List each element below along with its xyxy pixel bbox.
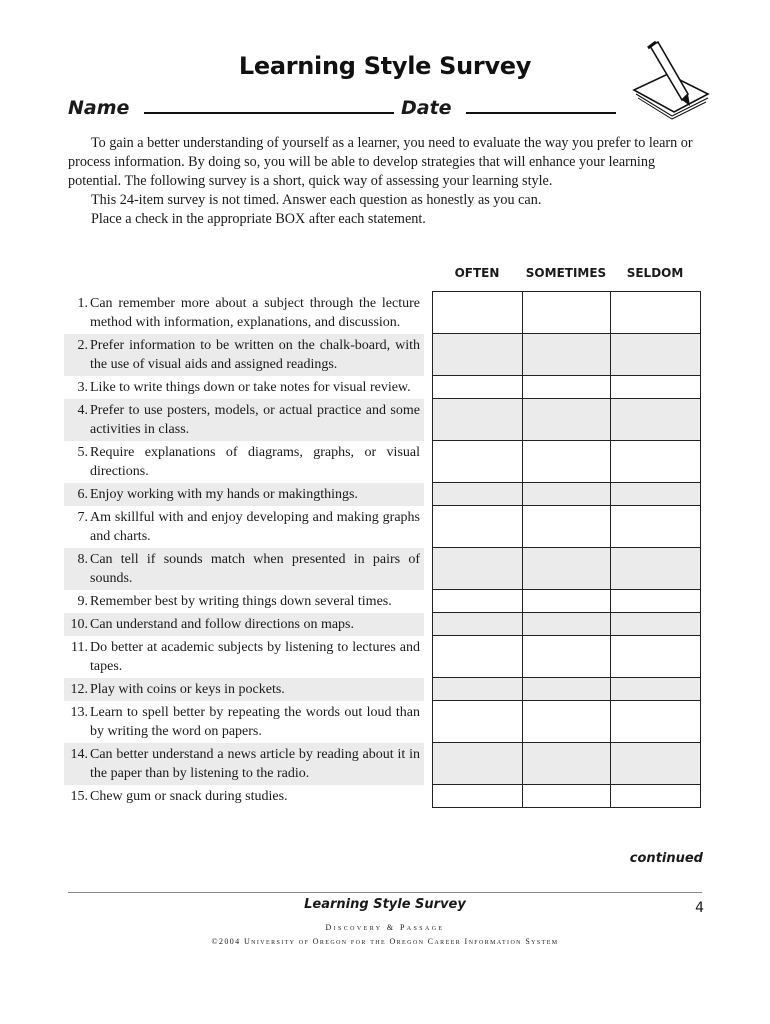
response-row-7 [433,506,701,548]
survey-item-14 [64,743,424,785]
date-blank-line[interactable] [466,94,616,114]
survey-item-number: 4. [77,403,88,418]
survey-item-number: 2. [77,338,88,353]
survey-item-4 [64,399,424,441]
survey-item-text: Play with coins or keys in pockets. [90,682,285,697]
checkbox-seldom[interactable] [611,292,701,334]
survey-item-15 [64,785,424,808]
survey-item-number: 13. [70,705,88,720]
response-row-2 [433,334,701,376]
survey-item-text: Can remember more about a subject through the lecture method with information, explanations, and discussion. [90,296,420,330]
intro-paragraph-1: To gain a better understanding of yourself as a learner, you need to evaluate the way you prefer to learn or process information. By doing so, you will be able to develop strategies that will enhance your learning potential. The following survey is a short, quick way of assessing your learning style. [68,135,693,189]
checkbox-sometimes[interactable] [523,613,611,636]
survey-item-text: Can understand and follow directions on maps. [90,617,355,632]
survey-item-13 [64,701,424,743]
checkbox-often[interactable] [433,743,523,785]
checkbox-often[interactable] [433,506,523,548]
checkbox-sometimes[interactable] [523,743,611,785]
column-header-seldom: SELDOM [626,266,684,280]
checkbox-sometimes[interactable] [523,701,611,743]
response-row-14 [433,743,701,785]
checkbox-sometimes[interactable] [523,636,611,678]
survey-item-12 [64,678,424,701]
survey-item-text: Chew gum or snack during studies. [90,789,288,804]
checkbox-sometimes[interactable] [523,441,611,483]
column-header-sometimes: SOMETIMES [525,266,607,280]
survey-item-6 [64,483,424,506]
checkbox-often[interactable] [433,785,523,808]
survey-item-number: 7. [77,510,88,525]
survey-item-5 [64,441,424,483]
survey-item-2 [64,334,424,376]
page-number: 4 [695,900,704,916]
survey-item-text: Can tell if sounds match when presented in pairs of sounds. [90,552,420,586]
checkbox-often[interactable] [433,334,523,376]
checkbox-sometimes[interactable] [523,334,611,376]
survey-item-text: Enjoy working with my hands or makingthings. [90,487,358,502]
survey-item-1 [64,292,424,334]
survey-item-number: 6. [77,487,88,502]
footer-brand: Discovery & Passage [325,923,445,932]
checkbox-often[interactable] [433,678,523,701]
response-row-4 [433,399,701,441]
checkbox-seldom[interactable] [611,701,701,743]
response-row-6 [433,483,701,506]
notepad-pencil-icon [628,40,712,120]
response-row-9 [433,590,701,613]
survey-item-text: Remember best by writing things down several times. [90,594,392,609]
intro-paragraph-3: Place a check in the appropriate BOX after each statement. [91,211,426,227]
checkbox-often[interactable] [433,292,523,334]
checkbox-often[interactable] [433,613,523,636]
checkbox-often[interactable] [433,636,523,678]
checkbox-sometimes[interactable] [523,785,611,808]
checkbox-seldom[interactable] [611,441,701,483]
checkbox-seldom[interactable] [611,636,701,678]
survey-item-text: Can better understand a news article by reading about it in the paper than by listening to the radio. [90,747,420,781]
survey-item-text: Require explanations of diagrams, graphs, or visual directions. [90,445,420,479]
survey-item-10 [64,613,424,636]
checkbox-often[interactable] [433,590,523,613]
checkbox-seldom[interactable] [611,334,701,376]
name-field[interactable] [68,94,394,119]
footer-copyright: ©2004 University of Oregon for the Oregon Career Information System [211,937,559,946]
survey-item-8 [64,548,424,590]
checkbox-seldom[interactable] [611,743,701,785]
checkbox-sometimes[interactable] [523,678,611,701]
date-field[interactable] [401,94,616,119]
checkbox-sometimes[interactable] [523,376,611,399]
survey-item-number: 10. [70,617,88,632]
survey-item-number: 3. [77,380,88,395]
survey-item-text: Learn to spell better by repeating the words out loud than by writing the word on papers. [90,705,420,739]
checkbox-sometimes[interactable] [523,483,611,506]
survey-item-number: 5. [77,445,88,460]
footer-title: Learning Style Survey [304,897,466,912]
footer-divider [68,892,702,893]
checkbox-seldom[interactable] [611,399,701,441]
checkbox-seldom[interactable] [611,678,701,701]
survey-item-text: Am skillful with and enjoy developing and making graphs and charts. [90,510,420,544]
response-row-10 [433,613,701,636]
survey-item-number: 11. [71,640,88,655]
checkbox-sometimes[interactable] [523,292,611,334]
response-row-5 [433,441,701,483]
checkbox-often[interactable] [433,483,523,506]
survey-item-text: Like to write things down or take notes for visual review. [90,380,411,395]
checkbox-sometimes[interactable] [523,399,611,441]
checkbox-often[interactable] [433,441,523,483]
checkbox-often[interactable] [433,399,523,441]
checkbox-seldom[interactable] [611,590,701,613]
response-row-12 [433,678,701,701]
response-row-1 [433,292,701,334]
column-header-often: OFTEN [454,266,500,280]
name-blank-line[interactable] [144,94,394,114]
survey-item-9 [64,590,424,613]
survey-item-number: 8. [77,552,88,567]
date-label: Date [401,97,452,119]
checkbox-often[interactable] [433,376,523,399]
survey-item-number: 1. [77,296,88,311]
checkbox-sometimes[interactable] [523,548,611,590]
checkbox-seldom[interactable] [611,548,701,590]
checkbox-sometimes[interactable] [523,506,611,548]
checkbox-often[interactable] [433,701,523,743]
checkbox-seldom[interactable] [611,506,701,548]
intro-text [68,134,702,229]
survey-item-11 [64,636,424,678]
response-grid [432,291,701,808]
survey-item-3 [64,376,424,399]
survey-item-number: 14. [70,747,88,762]
response-row-13 [433,701,701,743]
intro-paragraph-2: This 24-item survey is not timed. Answer each question as honestly as you can. [91,192,542,208]
checkbox-often[interactable] [433,548,523,590]
survey-items [64,292,424,808]
response-row-8 [433,548,701,590]
checkbox-seldom[interactable] [611,785,701,808]
survey-item-number: 9. [77,594,88,609]
response-row-11 [433,636,701,678]
response-row-3 [433,376,701,399]
survey-item-number: 15. [70,789,88,804]
name-label: Name [68,97,130,119]
checkbox-seldom[interactable] [611,613,701,636]
survey-item-text: Do better at academic subjects by listening to lectures and tapes. [90,640,420,674]
survey-item-number: 12. [70,682,88,697]
survey-item-7 [64,506,424,548]
survey-item-text: Prefer information to be written on the chalk-board, with the use of visual aids and assigned readings. [90,338,420,372]
checkbox-seldom[interactable] [611,376,701,399]
page-title: Learning Style Survey [238,52,532,80]
response-row-15 [433,785,701,808]
survey-item-text: Prefer to use posters, models, or actual practice and some activities in class. [90,403,420,437]
checkbox-sometimes[interactable] [523,590,611,613]
checkbox-seldom[interactable] [611,483,701,506]
continued-label: continued [629,851,703,866]
